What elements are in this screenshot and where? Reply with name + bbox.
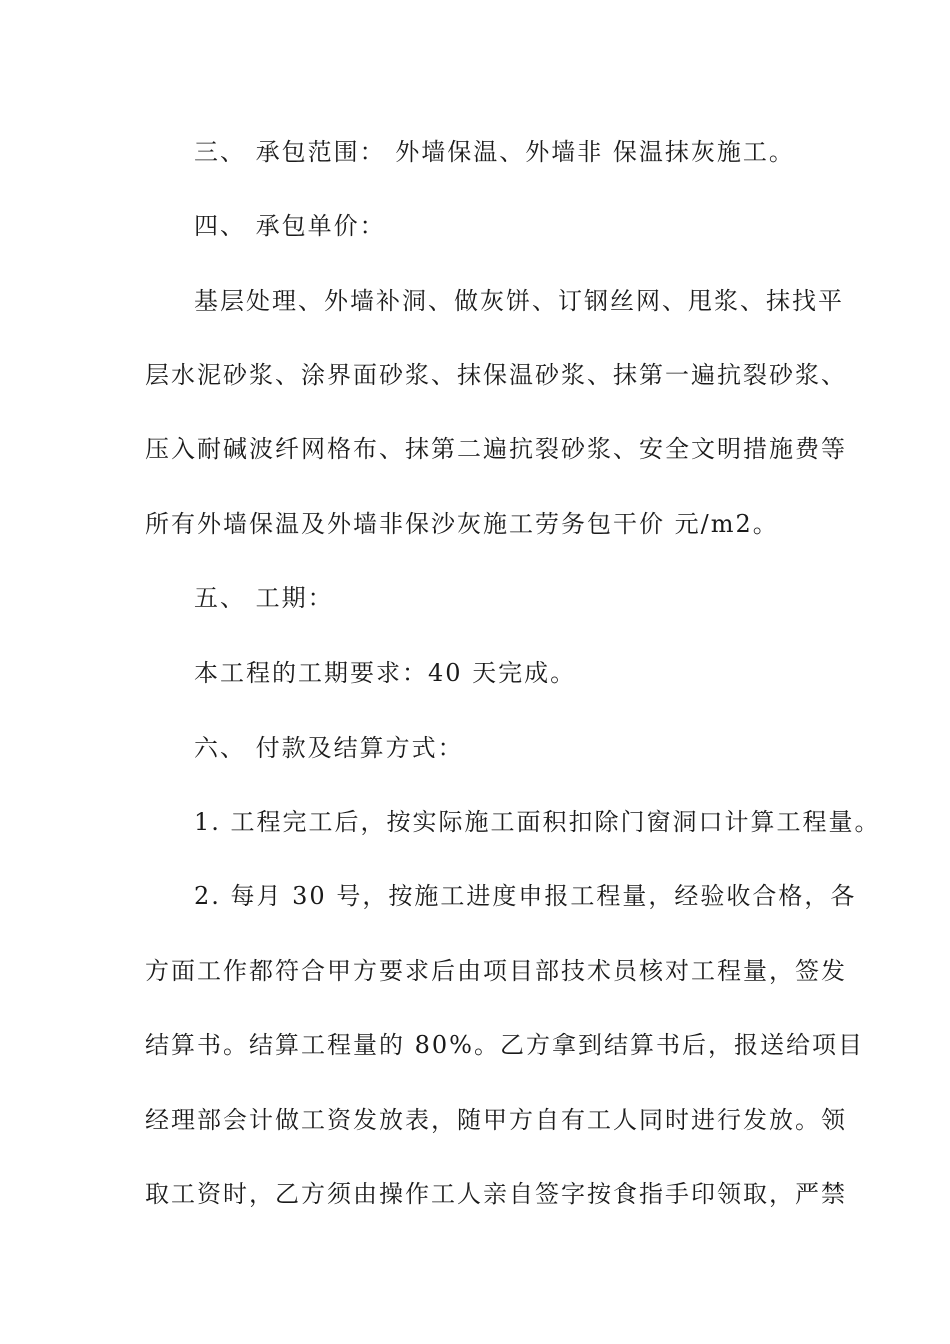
- paragraph-line: 结算书。结算工程量的 80%。乙方拿到结算书后，报送给项目: [145, 1031, 864, 1059]
- paragraph-line: 压入耐碱波纤网格布、抹第二遍抗裂砂浆、安全文明措施费等: [145, 435, 847, 463]
- paragraph-line: 基层处理、外墙补洞、做灰饼、订钢丝网、甩浆、抹找平: [194, 287, 844, 315]
- paragraph-line: 取工资时，乙方须由操作工人亲自签字按食指手印领取，严禁: [145, 1180, 847, 1208]
- section-5-heading: 五、 工期：: [194, 584, 334, 612]
- section-3-heading: 三、 承包范围： 外墙保温、外墙非 保温抹灰施工。: [194, 138, 795, 166]
- paragraph-line: 经理部会计做工资发放表，随甲方自有工人同时进行发放。领: [145, 1106, 847, 1134]
- paragraph-line: 本工程的工期要求：40 天完成。: [194, 659, 577, 687]
- list-item-1: 1. 工程完工后，按实际施工面积扣除门窗洞口计算工程量。: [194, 808, 881, 836]
- list-item-2: 2. 每月 30 号，按施工进度申报工程量，经验收合格，各: [194, 882, 857, 910]
- paragraph-line: 所有外墙保温及外墙非保沙灰施工劳务包干价 元/m2。: [145, 510, 779, 538]
- section-4-heading: 四、 承包单价：: [194, 212, 386, 240]
- paragraph-line: 层水泥砂浆、涂界面砂浆、抹保温砂浆、抹第一遍抗裂砂浆、: [145, 361, 847, 389]
- paragraph-line: 方面工作都符合甲方要求后由项目部技术员核对工程量，签发: [145, 957, 847, 985]
- section-6-heading: 六、 付款及结算方式：: [194, 734, 464, 762]
